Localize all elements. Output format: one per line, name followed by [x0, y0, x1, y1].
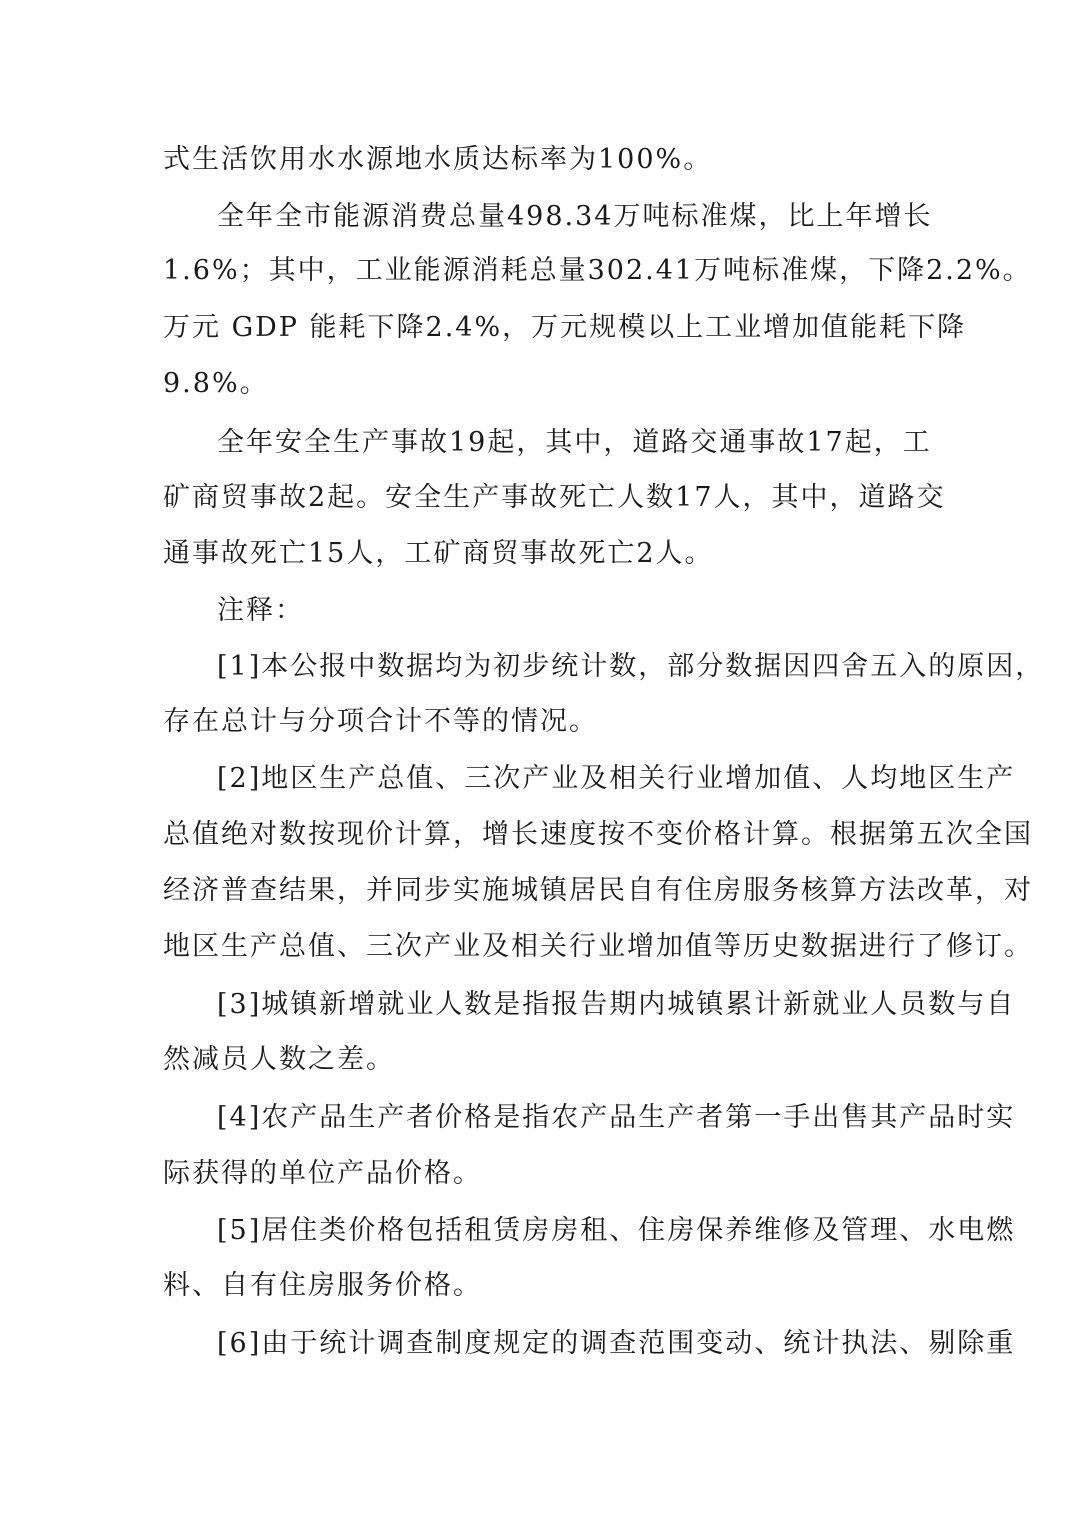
note-3-line-1: 然减员人数之差。 [163, 1044, 395, 1075]
paragraph-2-line-2: 通事故死亡15人，工矿商贸事故死亡2人。 [163, 538, 714, 569]
paragraph-1-line-0: 全年全市能源消费总量498.34万吨标准煤，比上年增长 [217, 201, 933, 232]
note-1-line-0: [1]本公报中数据均为初步统计数，部分数据因四舍五入的原因， [217, 651, 1045, 682]
paragraph-0-line-0: 式生活饮用水水源地水质达标率为100%。 [163, 144, 713, 175]
note-3-line-0: [3]城镇新增就业人数是指报告期内城镇累计新就业人员数与自 [217, 989, 1016, 1020]
paragraph-2-line-1: 矿商贸事故2起。安全生产事故死亡人数17人，其中，道路交 [163, 482, 946, 513]
note-5-line-1: 料、自有住房服务价格。 [163, 1270, 482, 1301]
note-2-line-2: 经济普查结果，并同步实施城镇居民自有住房服务核算方法改革，对 [163, 875, 1033, 906]
paragraph-1-line-1: 1.6%；其中，工业能源消耗总量302.41万吨标准煤，下降2.2%。 [163, 255, 1032, 286]
notes-heading: 注释： [217, 595, 304, 626]
note-2-line-0: [2]地区生产总值、三次产业及相关行业增加值、人均地区生产 [217, 763, 1016, 794]
note-2-line-1: 总值绝对数按现价计算，增长速度按不变价格计算。根据第五次全国 [163, 819, 1033, 850]
paragraph-1-line-3: 9.8%。 [163, 368, 269, 399]
note-4-line-0: [4]农产品生产者价格是指农产品生产者第一手出售其产品时实 [217, 1102, 1016, 1133]
note-5-line-0: [5]居住类价格包括租赁房房租、住房保养维修及管理、水电燃 [217, 1215, 1016, 1246]
note-2-line-3: 地区生产总值、三次产业及相关行业增加值等历史数据进行了修订。 [163, 931, 1033, 962]
note-6-line-0: [6]由于统计调查制度规定的调查范围变动、统计执法、剔除重 [217, 1328, 1016, 1359]
note-4-line-1: 际获得的单位产品价格。 [163, 1158, 482, 1189]
paragraph-1-line-2: 万元 GDP 能耗下降2.4%，万元规模以上工业增加值能耗下降 [163, 312, 967, 343]
note-1-line-1: 存在总计与分项合计不等的情况。 [163, 706, 598, 737]
paragraph-2-line-0: 全年安全生产事故19起，其中，道路交通事故17起，工 [217, 427, 932, 458]
